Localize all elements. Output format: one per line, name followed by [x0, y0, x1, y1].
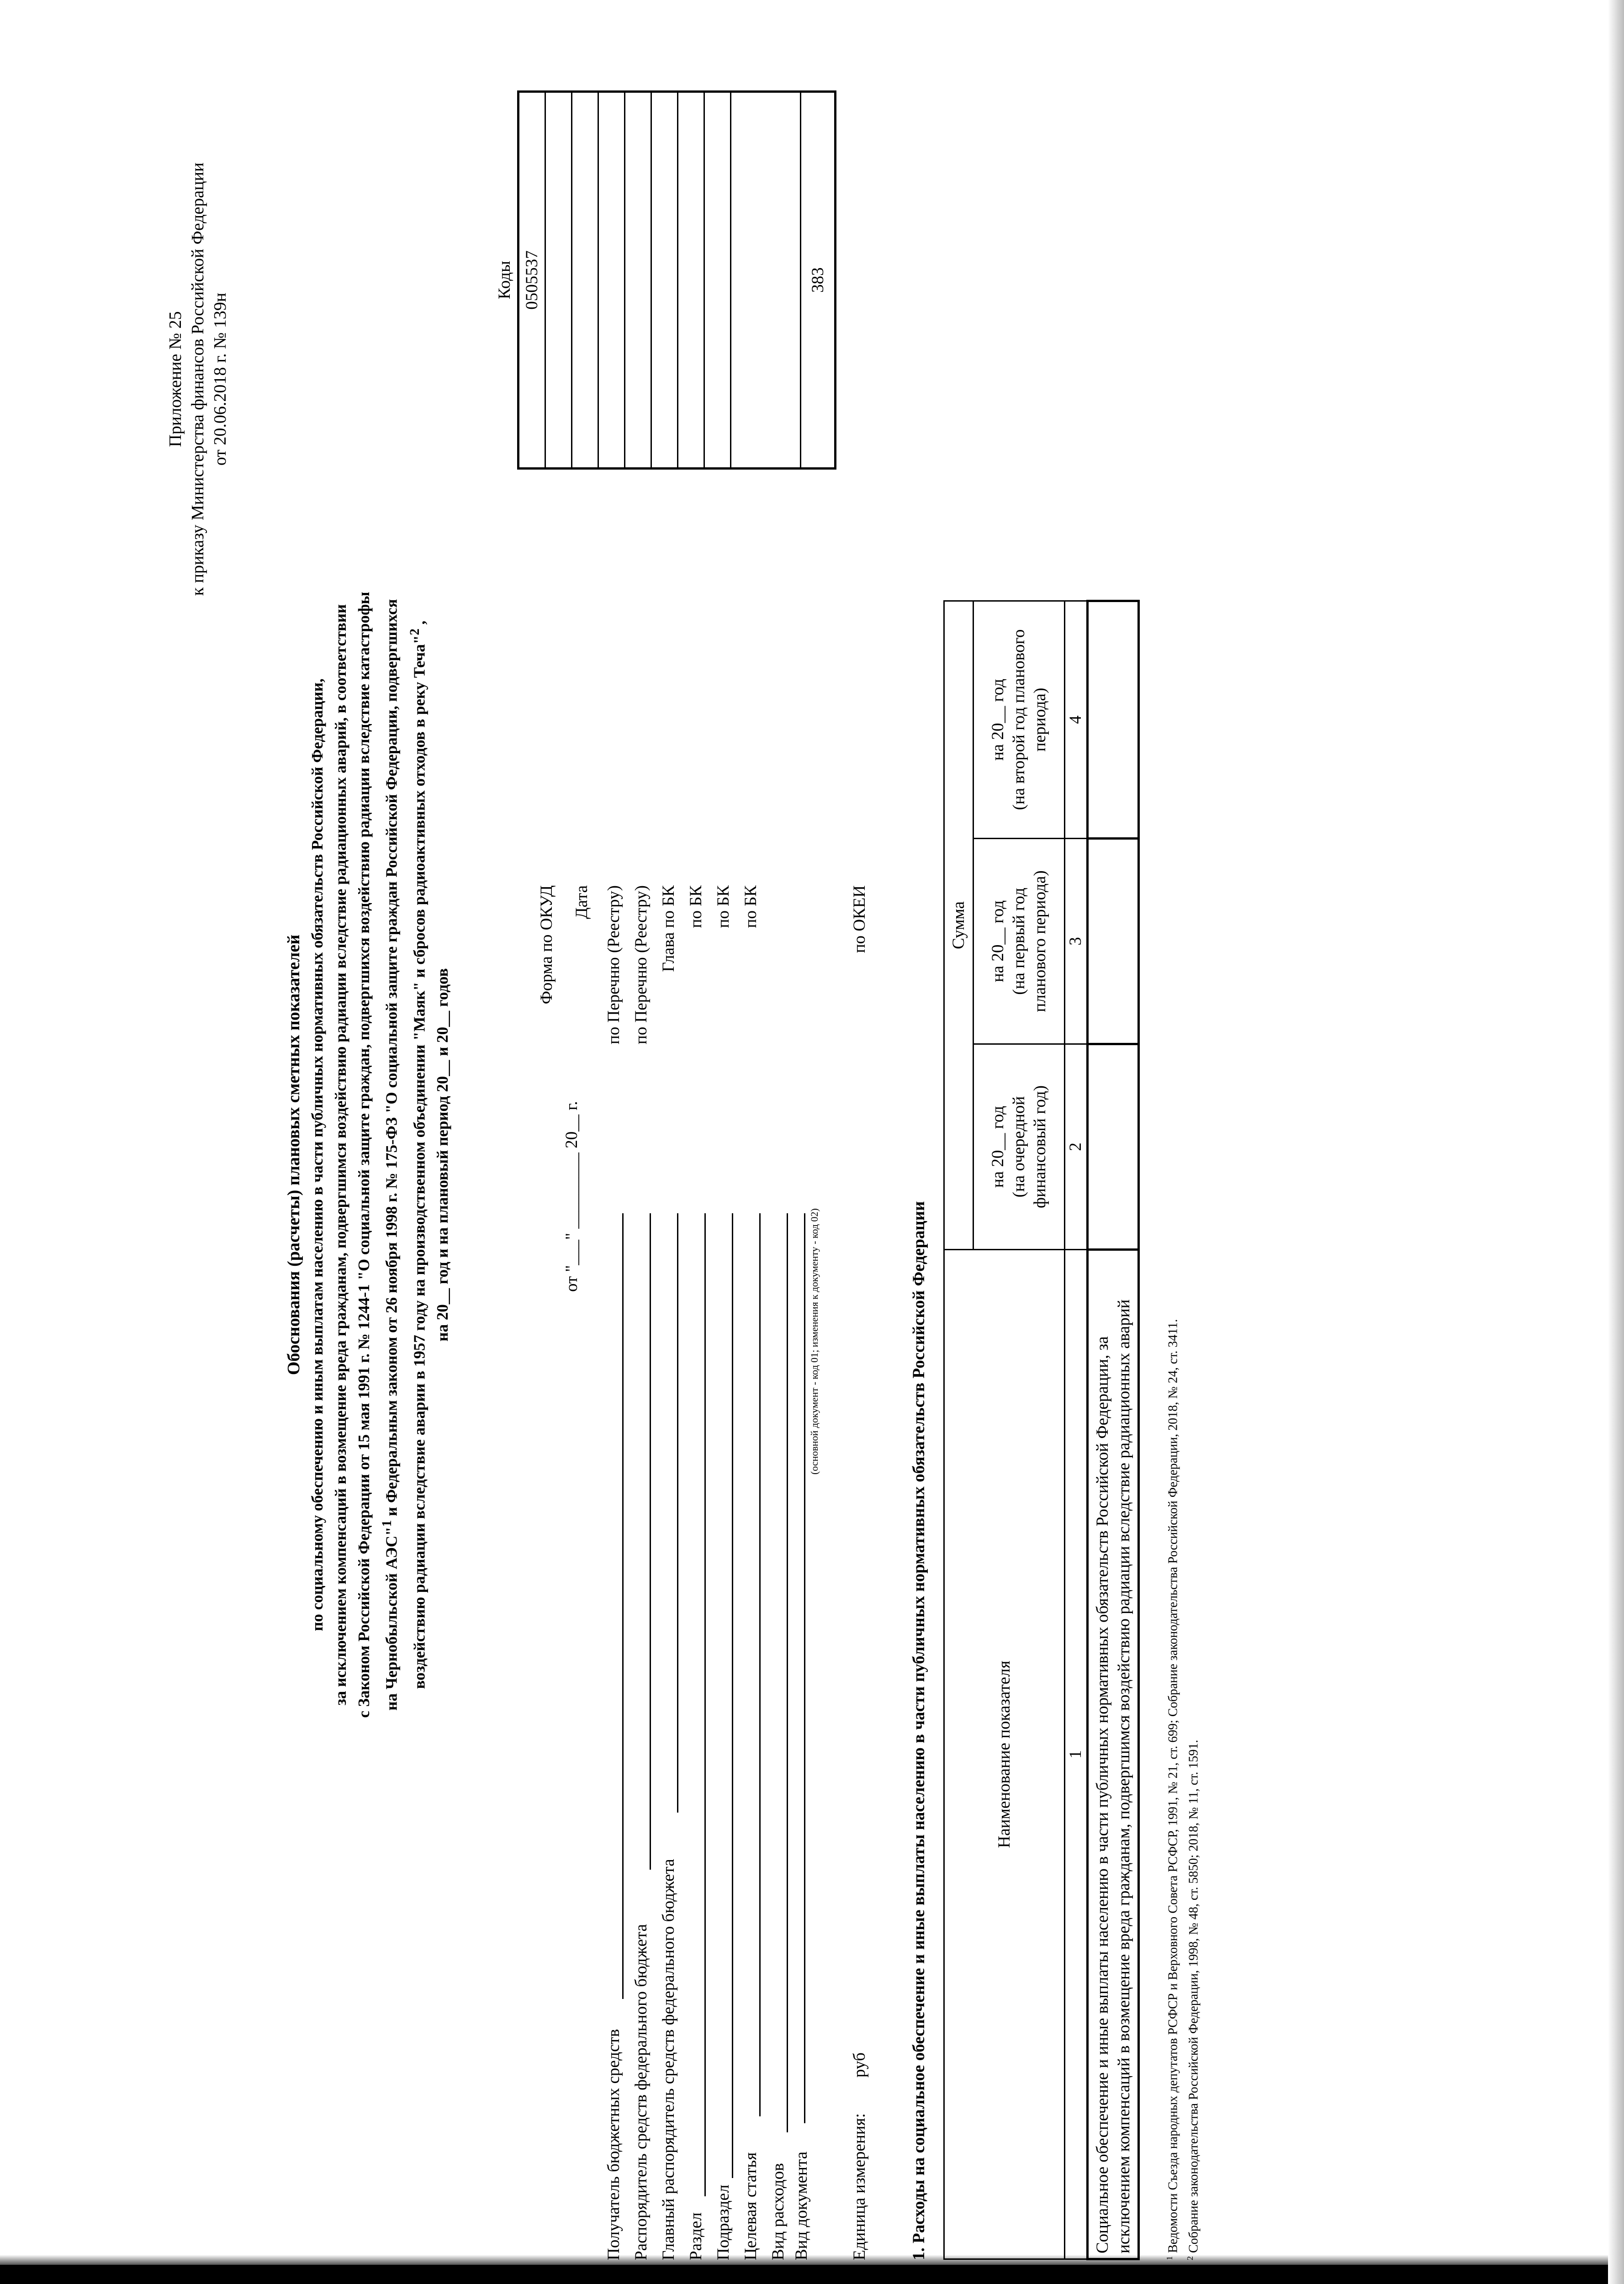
footnote-2-text: Собрание законодательства Российской Федерации, 1998, № 48, ст. 5850; 2018, № 11, ст. 1591.: [1186, 1739, 1201, 2253]
field-label-chief-manager: Главный распорядитель средств федерального бюджета: [659, 1859, 678, 2260]
row-social-payments-year-3[interactable]: [1088, 601, 1139, 839]
col-number-4: 4: [1065, 601, 1088, 839]
title-line-7: на 20__ год и на плановый период 20__ и 20__ годов: [434, 968, 452, 1342]
field-line-section[interactable]: [704, 1213, 706, 2196]
col-header-sum: Сумма: [944, 601, 973, 1250]
title-line-5-rest: и Федеральным законом от 26 ноября 1998 г. № 175-ФЗ "О социальной защите граждан Российской Федерации, подвергшихся: [382, 599, 401, 1520]
field-label-expense-type: Вид расходов: [769, 2163, 788, 2260]
field-code-label-manager: по Перечню (Реестру): [632, 885, 651, 1045]
code-subsection[interactable]: [678, 92, 704, 469]
field-label-target-item: Целевая статья: [741, 2152, 760, 2260]
title-line-6: [403, 333, 431, 1977]
field-line-document-type[interactable]: [804, 1213, 805, 2123]
footnote-ref-1: 1: [380, 1520, 394, 1527]
footnote-1: [1165, 1319, 1180, 2260]
appendix-date: от 20.06.2018 г. № 139н: [211, 292, 230, 466]
code-chief-manager[interactable]: [625, 92, 651, 469]
field-label-section: Раздел: [687, 2212, 705, 2260]
col-header-year-1: на 20__ год (на очередной финансовый год): [973, 1044, 1065, 1250]
footnote-2: [1185, 1740, 1201, 2260]
title-line-1: Обоснования (расчеты) плановых сметных показателей: [284, 934, 303, 1375]
scan-edge-bottom: [1608, 0, 1624, 2284]
field-code-label-target-item: по БК: [741, 885, 760, 928]
title-line-6-rest: ,: [410, 620, 428, 629]
col-number-2: 2: [1065, 1044, 1088, 1250]
title-line-6-text: воздействию радиации вследствие аварии в 1957 году на производственном объединении "Маяк" и сбросов радиоактивных отходов в реку Теча": [410, 635, 428, 1689]
code-okud[interactable]: 0505537: [518, 92, 545, 469]
field-label-document-type: Вид документа: [792, 2151, 811, 2260]
section-1-heading: 1. Расходы на социальное обеспечение и иные выплаты населению в части публичных нормативных обязательств Российской Федерации: [910, 1201, 928, 2260]
code-blank[interactable]: [731, 92, 801, 469]
field-line-chief-manager[interactable]: [677, 1213, 678, 1813]
code-target-item[interactable]: [704, 92, 731, 469]
appendix-order: к приказу Министерства финансов Российской Федерации: [188, 162, 207, 596]
col-header-year-3: на 20__ год (на второй год планового периода): [973, 601, 1065, 839]
col-header-name: Наименование показателя: [944, 1250, 1065, 2259]
code-date[interactable]: [545, 92, 572, 469]
document-type-note: (основной документ - код 01; изменения к документу - код 02): [809, 1208, 820, 1475]
footnote-2-number: 2: [1185, 2256, 1195, 2260]
document-date: от "___" _________ 20__ г.: [562, 1101, 581, 1292]
title-line-5: [376, 333, 403, 1977]
col-number-1: 1: [1065, 1250, 1088, 2259]
field-code-label-recipient: по Перечню (Реестру): [604, 885, 623, 1045]
appendix-number: Приложение № 25: [166, 311, 185, 447]
footnote-1-number: 1: [1165, 2256, 1174, 2260]
col-number-3: 3: [1065, 839, 1088, 1044]
unit-label: Единица измерения:: [850, 2113, 869, 2260]
code-section[interactable]: [651, 92, 678, 469]
code-okei[interactable]: 383: [801, 92, 836, 469]
footnote-1-text: Ведомости Съезда народных депутатов РСФСР и Верховного Совета РСФСР, 1991, № 21, ст. 699; Собрание законодательства Российской Федерации, 2018, № 24, ст. 3411.: [1166, 1319, 1180, 2253]
scan-edge-shadow: [0, 2255, 1624, 2265]
okei-label: по ОКЕИ: [850, 885, 869, 953]
footnote-ref-2: 2: [407, 629, 422, 635]
title-line-4: с Законом Российской Федерации от 15 мая 1991 г. № 1244-1 "О социальной защите граждан, подвергшихся воздействию радиации вследствие катастрофы: [355, 592, 373, 1718]
field-line-target-item[interactable]: [759, 1213, 761, 2116]
field-code-label-section: по БК: [687, 885, 705, 928]
row-social-payments-name: Социальное обеспечение и иные выплаты населению в части публичных нормативных обязательств Российской Федерации, за исключением компенсаций в возмещение вреда гражданам, подвергшимся воздействию радиации вследствие радиационных аварий: [1088, 1250, 1139, 2259]
okud-form-label: Форма по ОКУД: [537, 885, 556, 1005]
code-recipient[interactable]: [572, 92, 598, 469]
field-code-label-subsection: по БК: [714, 885, 733, 928]
field-line-subsection[interactable]: [732, 1213, 733, 2178]
row-social-payments-year-2[interactable]: [1088, 839, 1139, 1044]
row-social-payments-year-1[interactable]: [1088, 1044, 1139, 1250]
appendix-header: [164, 82, 232, 676]
field-line-manager[interactable]: [650, 1213, 651, 1870]
title-line-3: за исключением компенсаций в возмещение вреда гражданам, подвергшимся воздействию радиации вследствие радиационных аварий, в соответствии: [332, 604, 349, 1706]
document-title: [282, 333, 454, 1977]
field-line-expense-type[interactable]: [787, 1213, 788, 2132]
scan-edge: [0, 2265, 1624, 2284]
unit-value: руб: [850, 2052, 869, 2078]
code-manager[interactable]: [598, 92, 625, 469]
field-code-label-chief-manager: Глава по БК: [659, 885, 678, 972]
codes-table: [492, 90, 836, 470]
expenses-table: [943, 600, 1140, 2260]
field-label-manager: Распорядитель средств федерального бюджета: [632, 1924, 651, 2260]
date-code-label: Дата: [572, 885, 591, 919]
col-header-year-2: на 20__ год (на первый год планового периода): [973, 839, 1065, 1044]
title-line-2: по социальному обеспечению и иным выплатам населению в части публичных нормативных обязательств Российской Федерации,: [308, 678, 326, 1631]
title-line-5-text: на Чернобыльской АЭС": [382, 1527, 401, 1711]
field-line-recipient[interactable]: [622, 1213, 624, 1999]
field-label-subsection: Подраздел: [714, 2184, 733, 2260]
codes-header: Коды: [492, 92, 518, 469]
field-label-recipient: Получатель бюджетных средств: [604, 2029, 623, 2260]
